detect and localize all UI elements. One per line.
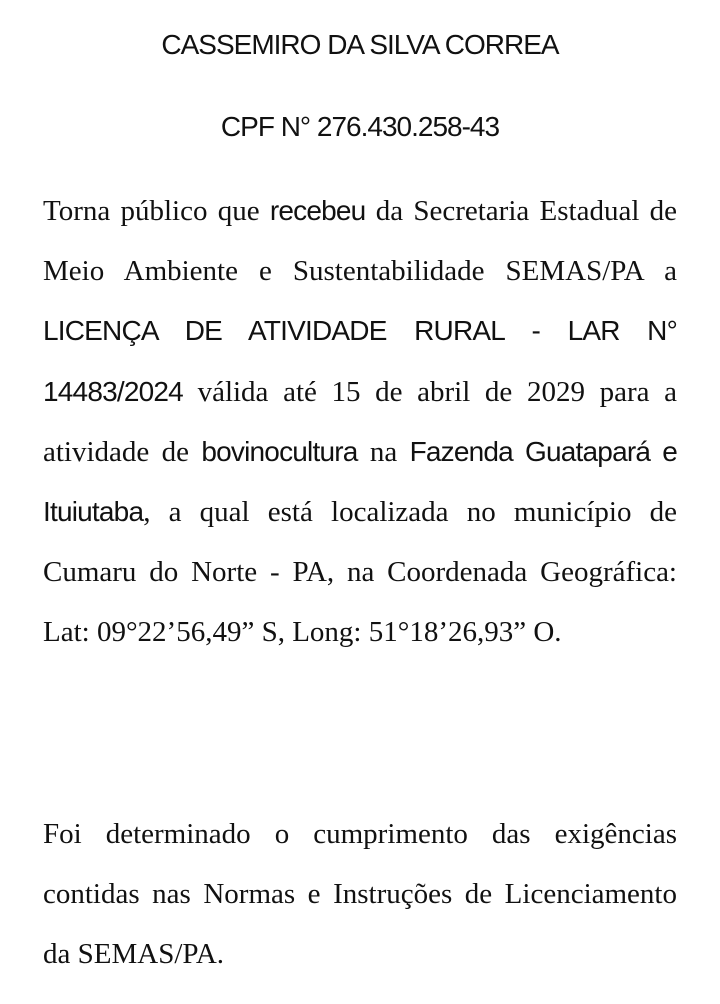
- holder-name: CASSEMIRO DA SILVA CORREA: [161, 29, 559, 60]
- text-segment: na: [357, 435, 410, 468]
- text-segment: válida até 15 de abril de 2029 para a atividade de: [43, 375, 677, 468]
- bold-license-number: LICENÇA DE ATIVIDADE RURAL - LAR N° 14483/2024: [43, 315, 677, 407]
- requirements-paragraph: Foi determinado o cumprimento das exigências contidas nas Normas e Instruções de Licenciamento da SEMAS/PA.: [43, 818, 677, 971]
- license-paragraph: [43, 181, 677, 663]
- holder-cpf: CPF N° 276.430.258-43: [220, 111, 500, 142]
- bold-received: recebeu: [269, 195, 366, 226]
- bold-farm-name: Fazenda Guatapará e Ituiutaba: [43, 435, 677, 528]
- text-segment: da Secretaria Estadual de Meio Ambiente e Sustentabilidade SEMAS/PA a: [43, 195, 678, 288]
- text-segment: Torna público que: [43, 195, 270, 227]
- bold-activity: bovinocultura: [201, 435, 358, 467]
- text-segment: , a qual está localizada no município de Cumaru do Norte - PA, na Coordenada Geográfica: Lat: 09°22’56,49” S, Long: 51°18’26,93” O.: [43, 496, 677, 649]
